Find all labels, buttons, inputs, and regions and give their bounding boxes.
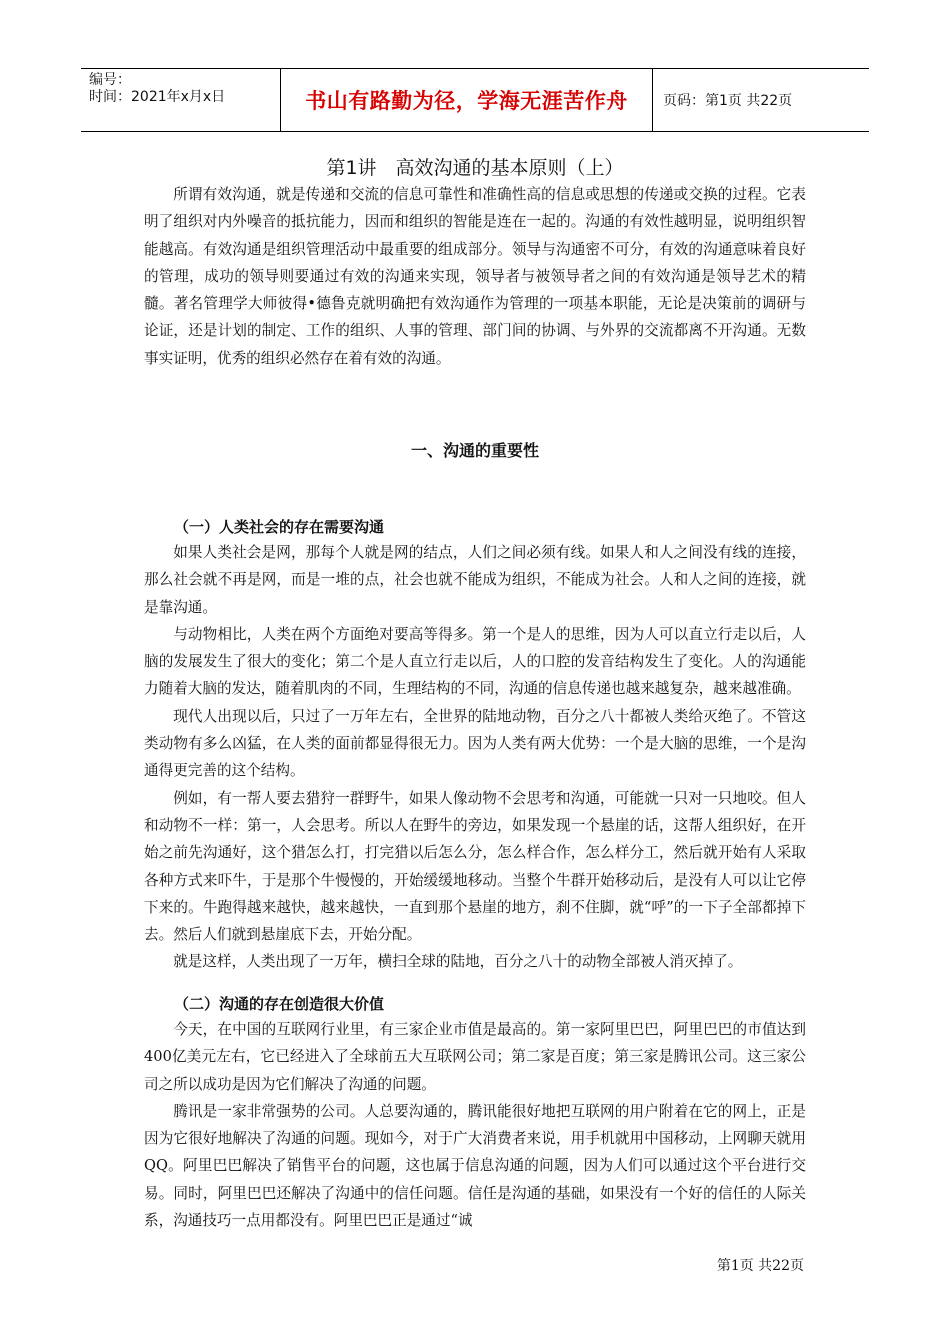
paragraph: 今天，在中国的互联网行业里，有三家企业市值是最高的。第一家阿里巴巴，阿里巴巴的市值达到400亿美元左右，它已经进入了全球前五大互联网公司；第二家是百度；第三家是腾讯公司。这三家公司之所以成功是因为它们解决了沟通的问题。 bbox=[144, 1021, 806, 1093]
subsection-1-body bbox=[144, 539, 806, 976]
paragraph: 例如，有一帮人要去猎狩一群野牛，如果人像动物不会思考和沟通，可能就一只对一只地咬。但人和动物不一样：第一，人会思考。所以人在野牛的旁边，如果发现一个悬崖的话，这帮人组织好，在开始之前先沟通好，这个猎怎么打，打完猎以后怎么分，怎么样合作，怎么样分工，然后就开始有人采取各种方式来吓牛，于是那个牛慢慢的，开始缓缓地移动。当整个牛群开始移动后，是没有人可以让它停下来的。牛跑得越来越快，越来越快，一直到那个悬崖的地方，刹不住脚，就“呼”的一下子全部都掉下去。然后人们就到悬崖底下去，开始分配。 bbox=[144, 789, 806, 944]
section-heading: 一、沟通的重要性 bbox=[410, 441, 539, 460]
header-page-info: 页码：第1页 共22页 bbox=[663, 93, 793, 109]
intro-paragraph-block bbox=[144, 181, 806, 372]
intro-paragraph: 所谓有效沟通，就是传递和交流的信息可靠性和准确性高的信息或思想的传递或交换的过程。它表明了组织对内外噪音的抵抗能力，因而和组织的智能是连在一起的。沟通的有效性越明显，说明组织智能越高。有效沟通是组织管理活动中最重要的组成部分。领导与沟通密不可分，有效的沟通意味着良好的管理，成功的领导则要通过有效的沟通来实现，领导者与被领导者之间的有效沟通是领导艺术的精髓。著名管理学大师彼得•德鲁克就明确把有效沟通作为管理的一项基本职能，无论是决策前的调研与论证，还是计划的制定、工作的组织、人事的管理、部门间的协调、与外界的交流都离不开沟通。无数事实证明，优秀的组织必然存在着有效的沟通。 bbox=[144, 186, 806, 367]
paragraph: 现代人出现以后，只过了一万年左右，全世界的陆地动物，百分之八十都被人类给灭绝了。不管这类动物有多么凶猛，在人类的面前都显得很无力。因为人类有两大优势：一个是大脑的思维，一个是沟通得更完善的这个结构。 bbox=[144, 707, 806, 780]
paragraph: 如果人类社会是网，那每个人就是网的结点，人们之间必须有线。如果人和人之间没有线的连接，那么社会就不再是网，而是一堆的点，社会也就不能成为组织，不能成为社会。人和人之间的连接，就是靠沟通。 bbox=[144, 544, 806, 616]
document-date-label: 时间：2021年x月x日 bbox=[89, 89, 226, 105]
page-footer: 第1页 共22页 bbox=[716, 1258, 804, 1274]
lecture-title: 第1讲 高效沟通的基本原则（上） bbox=[326, 157, 624, 179]
header-meta bbox=[81, 69, 281, 131]
subsection-2-body bbox=[144, 1016, 806, 1234]
subsection-heading-2: （二）沟通的存在创造很大价值 bbox=[174, 995, 385, 1013]
page-header bbox=[81, 68, 869, 132]
paragraph: 腾讯是一家非常强势的公司。人总要沟通的，腾讯能很好地把互联网的用户附着在它的网上，正是因为它很好地解决了沟通的问题。现如今，对于广大消费者来说，用手机就用中国移动，上网聊天就用QQ。阿里巴巴解决了销售平台的问题，这也属于信息沟通的问题，因为人们可以通过这个平台进行交易。同时，阿里巴巴还解决了沟通中的信任问题。信任是沟通的基础，如果没有一个好的信任的人际关系，沟通技巧一点用都没有。阿里巴巴正是通过“诚 bbox=[144, 1102, 806, 1230]
header-motto: 书山有路勤为径，学海无涯苦作舟 bbox=[281, 69, 653, 131]
paragraph: 与动物相比，人类在两个方面绝对要高等得多。第一个是人的思维，因为人可以直立行走以后，人脑的发展发生了很大的变化；第二个是人直立行走以后，人的口腔的发音结构发生了变化。人的沟通能力随着大脑的发达，随着肌肉的不同，生理结构的不同，沟通的信息传递也越来越复杂，越来越准确。 bbox=[144, 625, 806, 698]
document-number-label: 编号： bbox=[89, 72, 131, 88]
subsection-heading-1: （一）人类社会的存在需要沟通 bbox=[174, 518, 385, 536]
paragraph: 就是这样，人类出现了一万年，横扫全球的陆地，百分之八十的动物全部被人消灭掉了。 bbox=[173, 953, 743, 971]
